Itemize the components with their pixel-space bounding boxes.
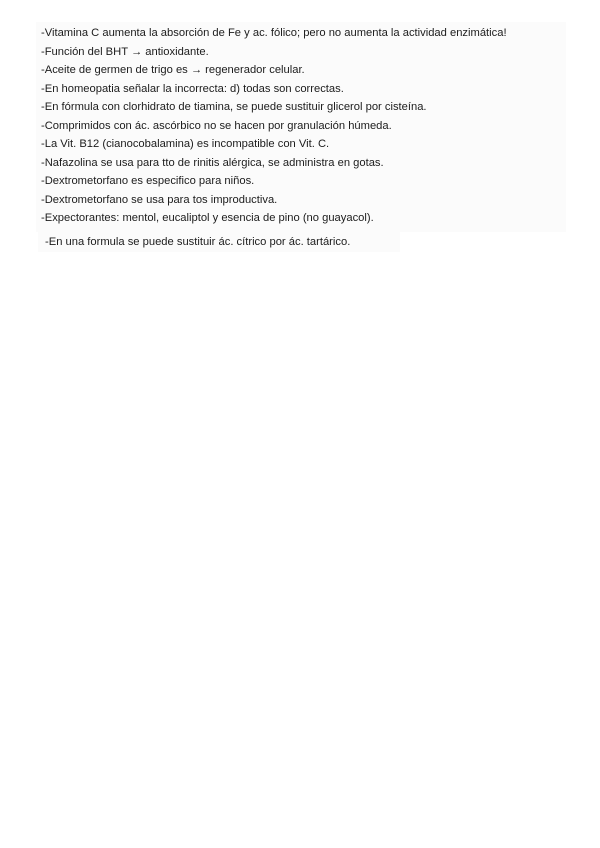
note-line: -Vitamina C aumenta la absorción de Fe y ac. fólico; pero no aumenta la actividad enzimática! bbox=[41, 27, 507, 39]
extra-note-line: -En una formula se puede sustituir ác. cítrico por ác. tartárico. bbox=[45, 236, 351, 248]
note-line: -Expectorantes: mentol, eucaliptol y esencia de pino (no guayacol). bbox=[41, 212, 374, 224]
notes-list bbox=[41, 24, 507, 228]
note-line: -Función del BHT → antioxidante. bbox=[41, 45, 209, 58]
note-line: -Aceite de germen de trigo es → regenerador celular. bbox=[41, 64, 305, 76]
note-line: -Dextrometorfano es especifico para niños. bbox=[41, 175, 255, 187]
note-line: -En fórmula con clorhidrato de tiamina, se puede sustituir glicerol por cisteína. bbox=[41, 101, 427, 113]
note-line: -Nafazolina se usa para tto de rinitis alérgica, se administra en gotas. bbox=[41, 156, 384, 169]
note-line: -Dextrometorfano se usa para tos improductiva. bbox=[41, 193, 278, 206]
note-line: -La Vit. B12 (cianocobalamina) es incompatible con Vit. C. bbox=[41, 138, 330, 150]
note-line: -En homeopatia señalar la incorrecta: d) todas son correctas. bbox=[41, 82, 344, 95]
note-line: -Comprimidos con ác. ascórbico no se hacen por granulación húmeda. bbox=[41, 119, 392, 132]
